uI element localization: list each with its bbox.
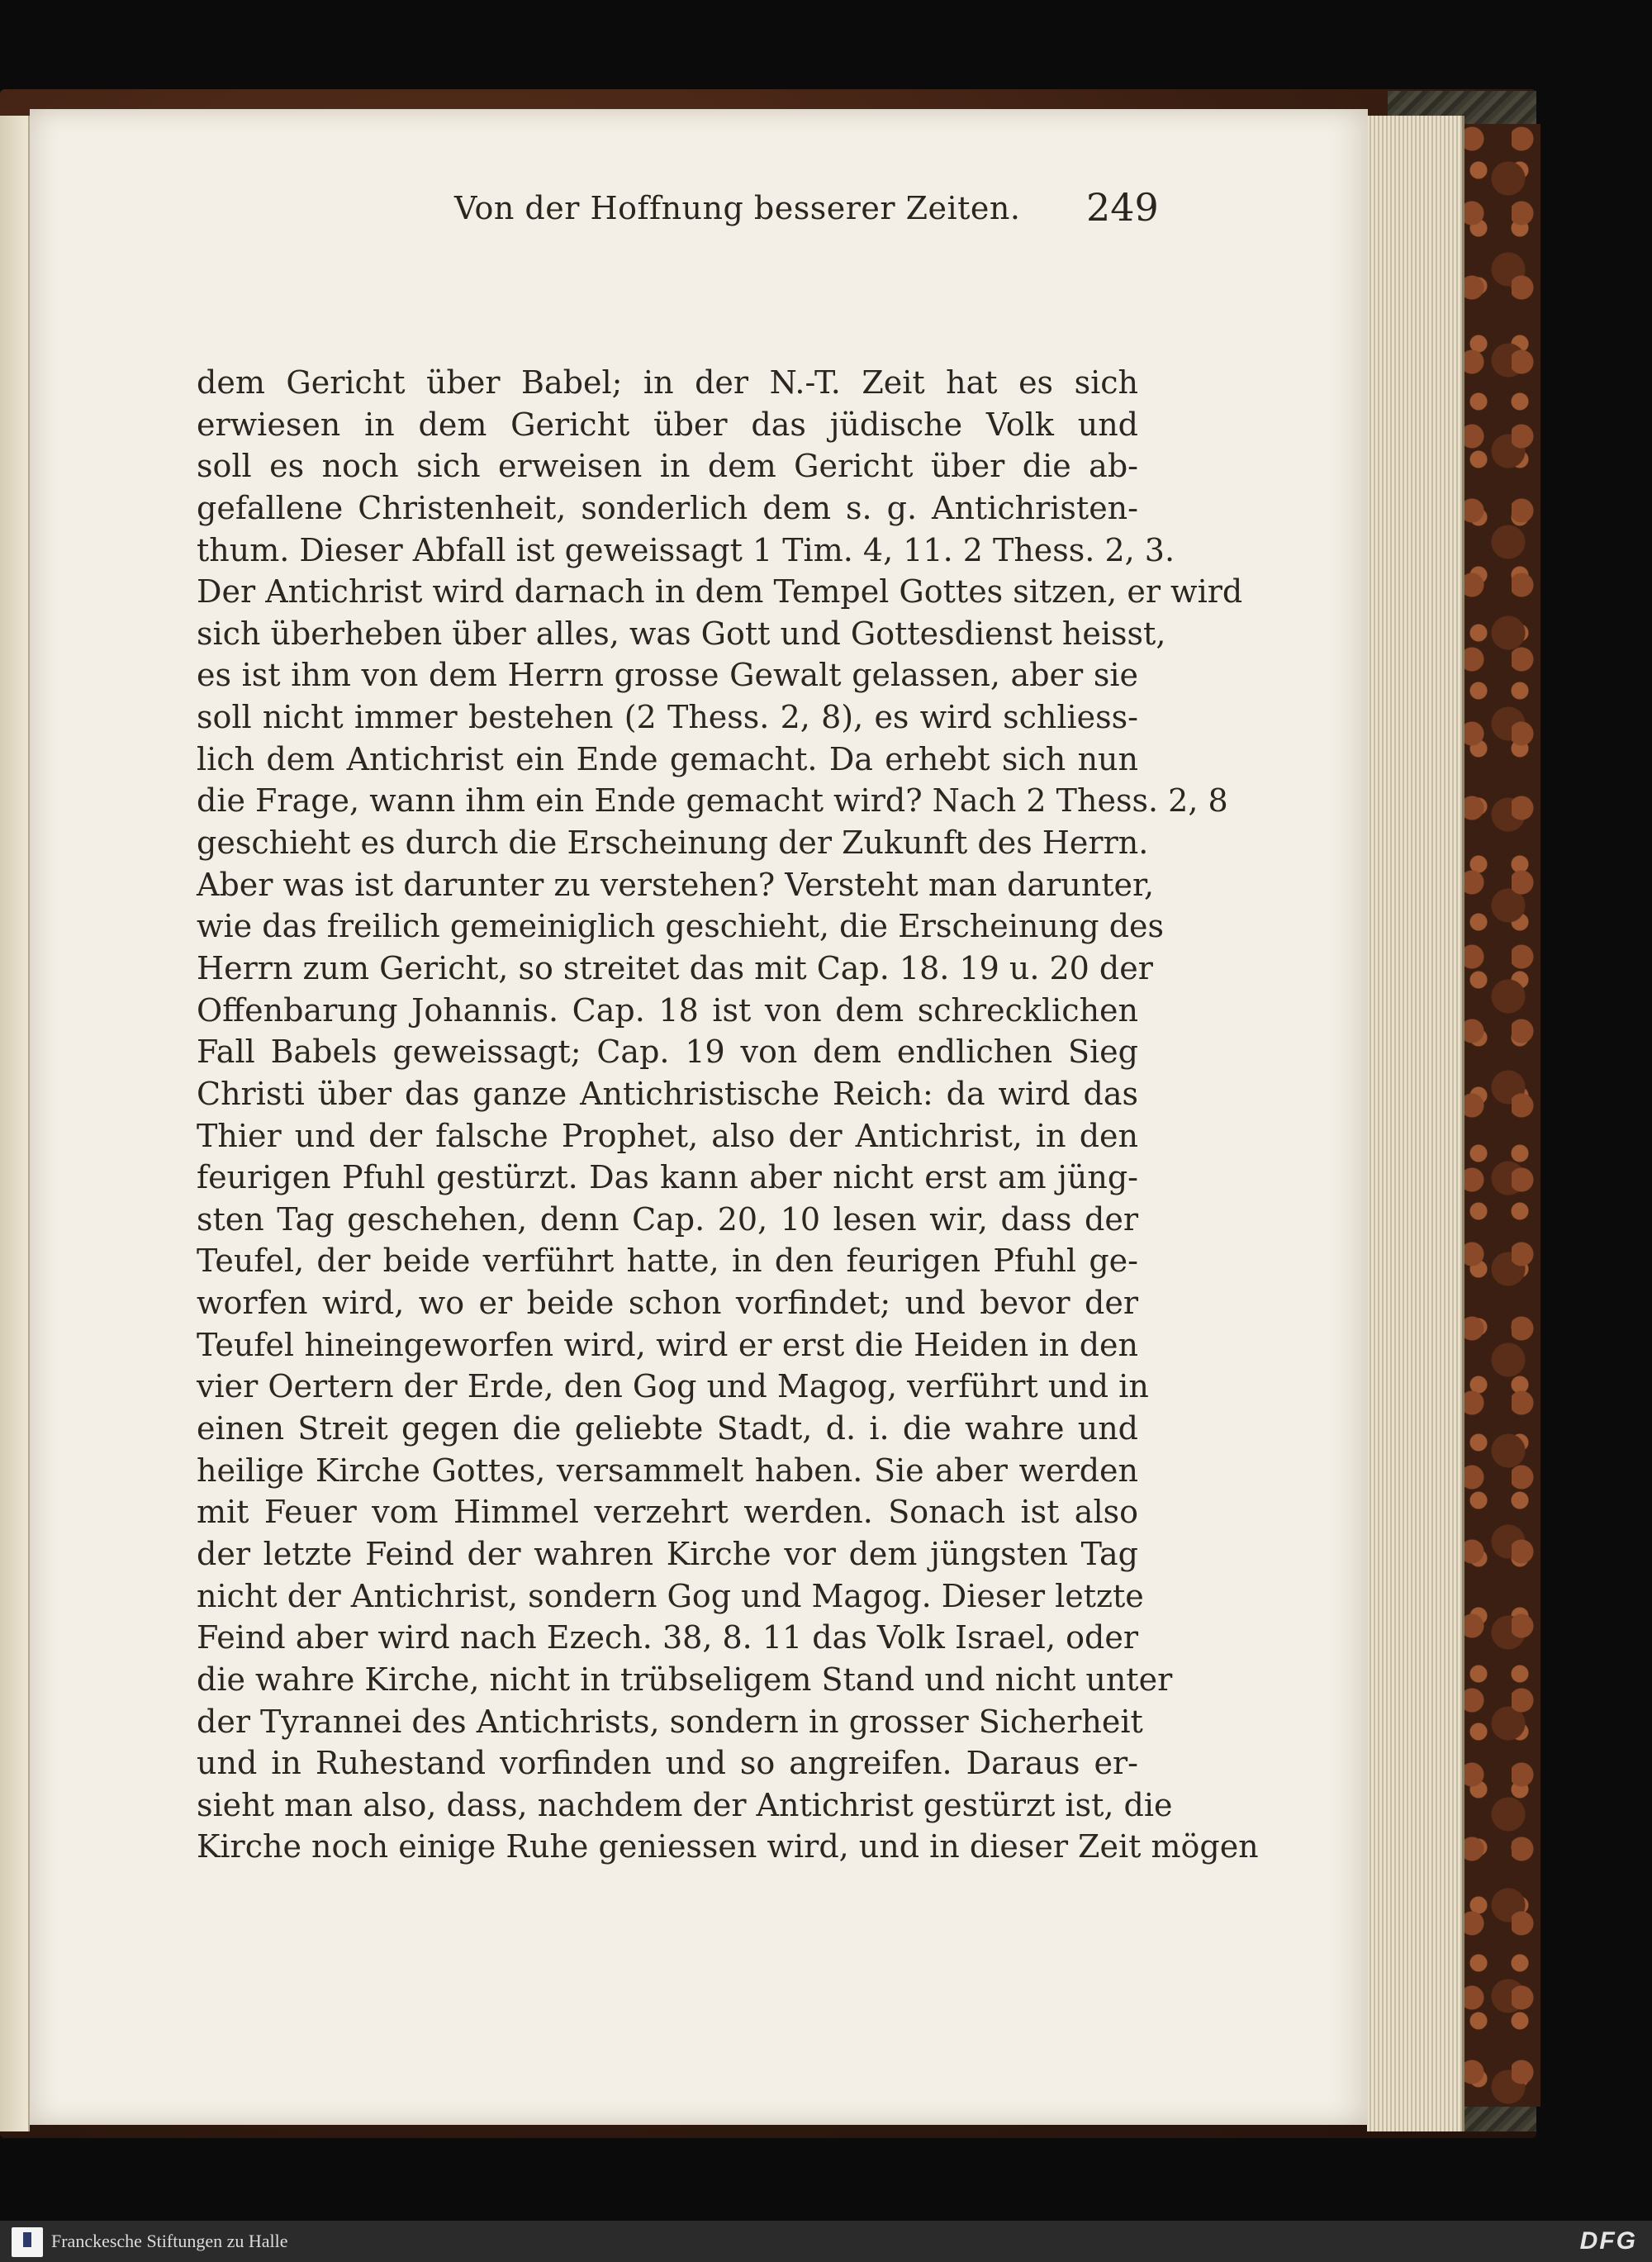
text-line: Aber was ist darunter zu verstehen? Versteht man darunter, — [197, 866, 1155, 903]
footer-bar — [0, 2221, 1652, 2262]
text-line: Kirche noch einige Ruhe geniessen wird, und in dieser Zeit mögen — [197, 1828, 1259, 1865]
text-line: thum. Dieser Abfall ist geweissagt 1 Tim. 4, 11. 2 Thess. 2, 3. — [197, 531, 1175, 568]
text-line: gefallene Christenheit, sonderlich dem s. g. Antichristen- — [197, 489, 1138, 526]
text-line: soll es noch sich erweisen in dem Gericht über die ab- — [197, 448, 1138, 485]
text-line: Der Antichrist wird darnach in dem Tempel Gottes sitzen, er wird — [197, 573, 1243, 611]
text-line: und in Ruhestand vorfinden und so angreifen. Daraus er- — [197, 1745, 1138, 1782]
text-line: sich überheben über alles, was Gott und Gottesdienst heisst, — [197, 615, 1166, 652]
institution-logo-icon — [12, 2227, 43, 2257]
text-line: feurigen Pfuhl gestürzt. Das kann aber nicht erst am jüng- — [197, 1159, 1138, 1196]
text-line: wie das freilich gemeiniglich geschieht, die Erscheinung des — [197, 908, 1165, 945]
text-line: Feind aber wird nach Ezech. 38, 8. 11 das Volk Israel, oder — [197, 1619, 1138, 1656]
text-line: die wahre Kirche, nicht in trübseligem Stand und nicht unter — [197, 1661, 1173, 1698]
text-line: soll nicht immer bestehen (2 Thess. 2, 8), es wird schliess- — [197, 699, 1138, 736]
text-line: geschieht es durch die Erscheinung der Zukunft des Herrn. — [197, 824, 1149, 862]
footer-institution: Franckesche Stiftungen zu Halle — [51, 2231, 288, 2251]
marbled-board — [1462, 124, 1540, 2107]
running-head — [0, 185, 1652, 240]
text-line: es ist ihm von dem Herrn grosse Gewalt gelassen, aber sie — [197, 657, 1138, 694]
text-line: die Frage, wann ihm ein Ende gemacht wird? Nach 2 Thess. 2, 8 — [197, 782, 1228, 820]
running-head-title: Von der Hoffnung besserer Zeiten. — [454, 190, 1021, 226]
text-line: Christi über das ganze Antichristische Reich: da wird das — [197, 1075, 1138, 1112]
text-line: nicht der Antichrist, sondern Gog und Magog. Dieser letzte — [197, 1577, 1144, 1614]
text-line: Teufel, der beide verführt hatte, in den feurigen Pfuhl ge- — [197, 1243, 1138, 1280]
facing-page-edge — [0, 116, 30, 2131]
text-line: mit Feuer vom Himmel verzehrt werden. Sonach ist also — [197, 1494, 1138, 1531]
page-edges — [1367, 116, 1464, 2131]
text-line: heilige Kirche Gottes, versammelt haben. Sie aber werden — [197, 1452, 1138, 1489]
text-line: dem Gericht über Babel; in der N.-T. Zeit hat es sich — [197, 364, 1138, 401]
body-text — [197, 362, 1259, 1868]
text-line: der Tyrannei des Antichrists, sondern in grosser Sicherheit — [197, 1703, 1143, 1740]
page-number: 249 — [1086, 185, 1159, 230]
text-line: erwiesen in dem Gericht über das jüdische Volk und — [197, 406, 1138, 443]
text-line: sten Tag geschehen, denn Cap. 20, 10 lesen wir, dass der — [197, 1200, 1138, 1238]
text-line: Offenbarung Johannis. Cap. 18 ist von dem schrecklichen — [197, 991, 1138, 1029]
text-line: sieht man also, dass, nachdem der Antichrist gestürzt ist, die — [197, 1786, 1173, 1823]
dfg-logo: DFG — [1579, 2227, 1637, 2255]
text-line: worfen wird, wo er beide schon vorfindet; und bevor der — [197, 1285, 1138, 1322]
text-line: vier Oertern der Erde, den Gog und Magog, verführt und in — [197, 1368, 1149, 1405]
text-line: Thier und der falsche Prophet, also der Antichrist, in den — [197, 1117, 1138, 1154]
text-line: einen Streit gegen die geliebte Stadt, d. i. die wahre und — [197, 1410, 1138, 1447]
text-line: der letzte Feind der wahren Kirche vor dem jüngsten Tag — [197, 1535, 1138, 1572]
text-line: lich dem Antichrist ein Ende gemacht. Da erhebt sich nun — [197, 740, 1138, 777]
text-line: Fall Babels geweissagt; Cap. 19 von dem endlichen Sieg — [197, 1034, 1138, 1071]
text-line: Teufel hineingeworfen wird, wird er erst die Heiden in den — [197, 1326, 1138, 1363]
text-line: Herrn zum Gericht, so streitet das mit Cap. 18. 19 u. 20 der — [197, 949, 1153, 986]
